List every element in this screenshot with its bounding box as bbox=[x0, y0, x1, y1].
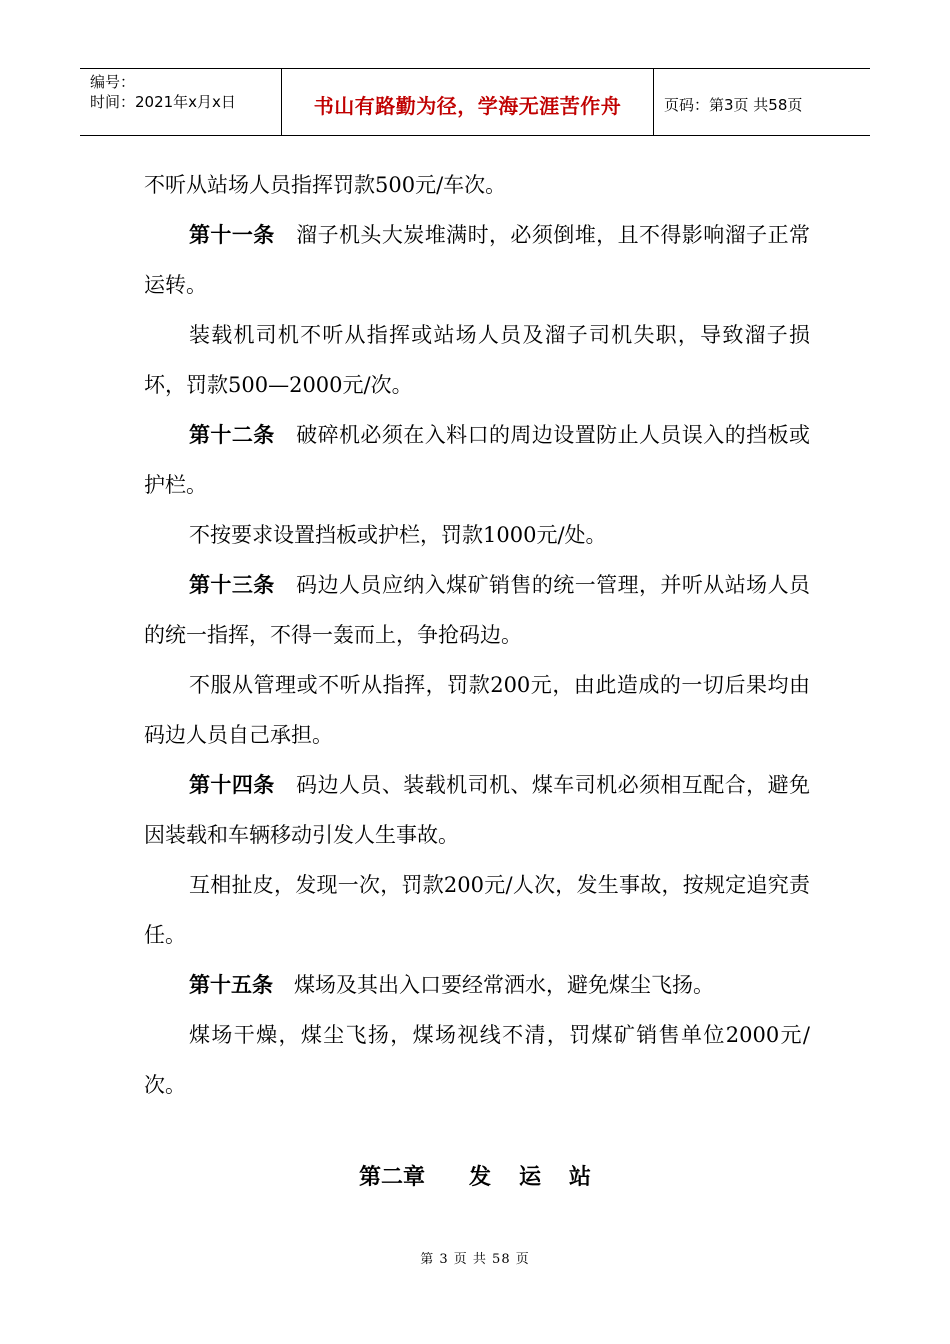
paragraph bbox=[144, 310, 810, 410]
chapter-number: 第二章 bbox=[358, 1165, 425, 1190]
paragraph-text: 码边人员、装载机司机、煤车司机必须相互配合，避免因装载和车辆移动引发人生事故。 bbox=[144, 773, 811, 847]
article-number: 第十五条 bbox=[189, 973, 273, 997]
header-motto: 书山有路勤为径，学海无涯苦作舟 bbox=[282, 69, 654, 135]
document-time: 时间：2021年x月x日 bbox=[90, 93, 236, 111]
paragraph bbox=[144, 860, 810, 960]
article-number: 第十二条 bbox=[189, 423, 275, 447]
paragraph bbox=[144, 760, 810, 860]
page-footer: 第 3 页 共 58 页 bbox=[420, 1252, 530, 1267]
paragraph bbox=[144, 510, 810, 560]
header-page-info: 页码：第3页 共58页 bbox=[664, 95, 803, 114]
paragraph-text: 破碎机必须在入料口的周边设置防止人员误入的挡板或护栏。 bbox=[144, 423, 811, 497]
article-number: 第十一条 bbox=[189, 223, 275, 247]
paragraph-text: 不服从管理或不听从指挥，罚款200元，由此造成的一切后果均由码边人员自己承担。 bbox=[144, 673, 810, 747]
document-number-label: 编号： bbox=[90, 73, 136, 91]
document-body bbox=[144, 160, 810, 1110]
chapter-heading bbox=[0, 1160, 950, 1191]
article-number: 第十四条 bbox=[189, 773, 275, 797]
paragraph-text: 溜子机头大炭堆满时，必须倒堆，且不得影响溜子正常运转。 bbox=[144, 223, 811, 297]
paragraph bbox=[144, 960, 810, 1010]
paragraph bbox=[144, 560, 810, 660]
paragraph bbox=[144, 660, 810, 760]
paragraph-text: 装载机司机不听从指挥或站场人员及溜子司机失职，导致溜子损坏，罚款500—2000元/次。 bbox=[144, 323, 810, 397]
paragraph bbox=[144, 1010, 810, 1110]
paragraph-text: 码边人员应纳入煤矿销售的统一管理，并听从站场人员的统一指挥，不得一轰而上，争抢码边。 bbox=[144, 573, 811, 647]
paragraph bbox=[144, 410, 810, 510]
chapter-title-char: 站 bbox=[569, 1165, 592, 1190]
paragraph-text: 煤场及其出入口要经常洒水，避免煤尘飞扬。 bbox=[273, 973, 714, 997]
header-meta bbox=[80, 69, 282, 135]
paragraph bbox=[144, 210, 810, 310]
chapter-title-char: 发 bbox=[468, 1165, 491, 1190]
paragraph-text: 互相扯皮，发现一次，罚款200元/人次，发生事故，按规定追究责任。 bbox=[144, 873, 810, 947]
paragraph-text: 不听从站场人员指挥罚款500元/车次。 bbox=[144, 173, 507, 197]
paragraph-text: 不按要求设置挡板或护栏，罚款1000元/处。 bbox=[189, 523, 607, 547]
article-number: 第十三条 bbox=[189, 573, 275, 597]
page-header bbox=[80, 68, 870, 136]
chapter-title-char: 运 bbox=[519, 1165, 542, 1190]
paragraph-text: 煤场干燥，煤尘飞扬，煤场视线不清，罚煤矿销售单位2000元/次。 bbox=[144, 1023, 810, 1097]
paragraph bbox=[144, 160, 810, 210]
